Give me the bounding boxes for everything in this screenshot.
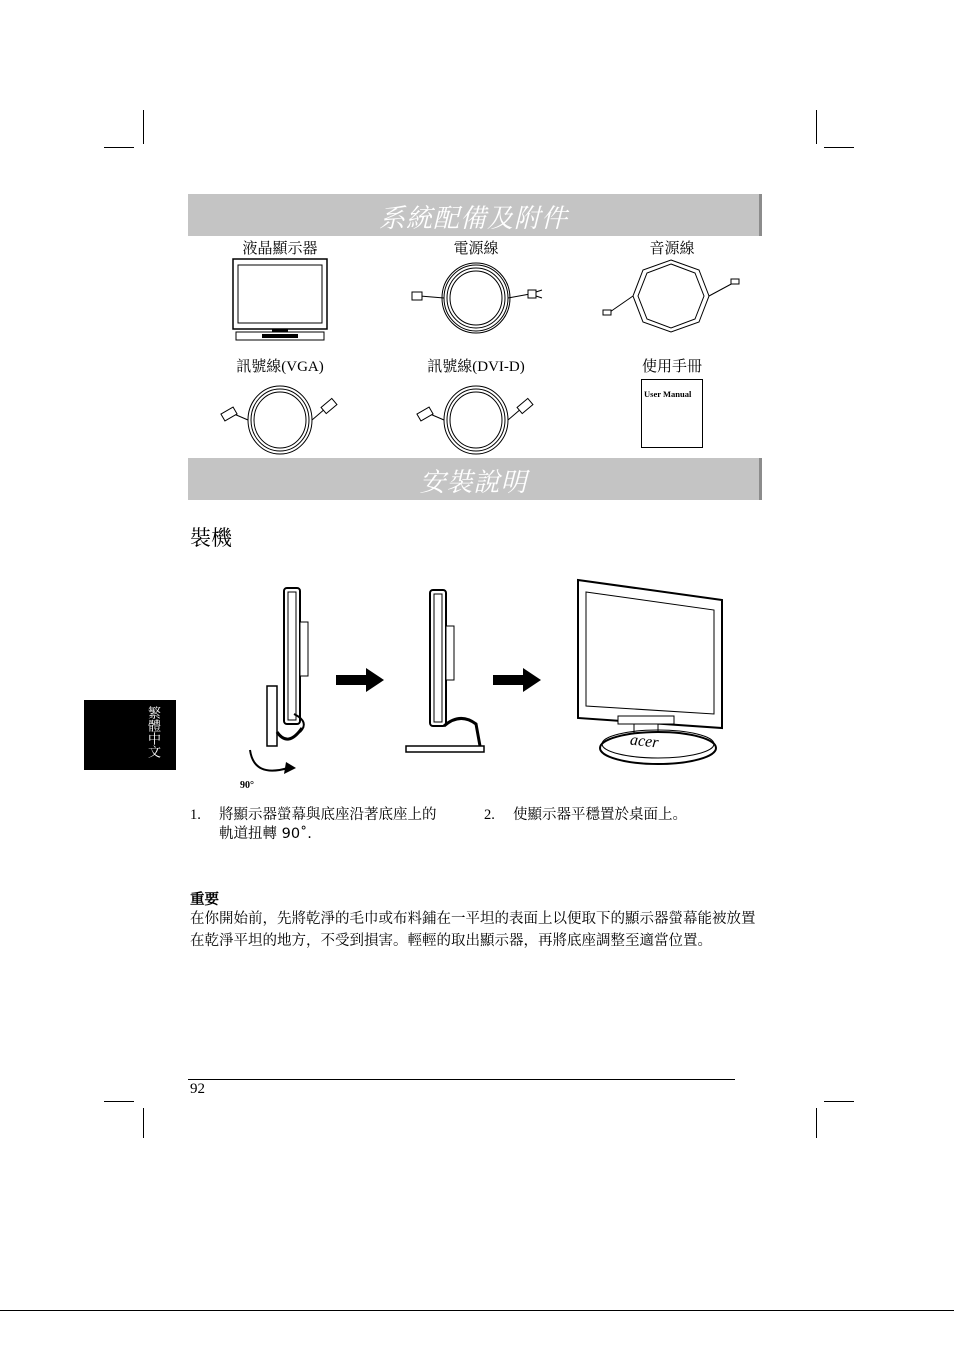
- crop-mark: [143, 110, 144, 144]
- vga-cable-icon: [220, 378, 340, 458]
- crop-mark: [104, 1101, 134, 1102]
- step-1-text-line2: 軌道扭轉 90˚.: [219, 826, 312, 842]
- monitor-brand-logo: acer: [629, 731, 660, 752]
- bottom-divider: [0, 1310, 954, 1311]
- note-body: 在你開始前，先將乾淨的毛巾或布料鋪在一平坦的表面上以便取下的顯示器螢幕能被放置在乾淨平坦的地方，不受到損害。輕輕的取出顯示器，再將底座調整至適當位置。: [190, 911, 756, 949]
- installation-banner: [188, 458, 762, 500]
- rotation-label: 90°: [240, 780, 254, 791]
- step-2: [484, 806, 744, 825]
- step-2-text: 使顯示器平穩置於桌面上。: [513, 807, 687, 823]
- power-cord-icon: [408, 258, 544, 340]
- accessory-label-vga-cable: 訊號線(VGA): [236, 359, 324, 375]
- accessories-title: 系統配備及附件: [378, 204, 568, 234]
- step-1-number: 1.: [190, 807, 201, 823]
- step-1-text: 將顯示器螢幕與底座沿著底座上的: [219, 807, 437, 823]
- accessory-label-lcd: 液晶顯示器: [242, 239, 318, 257]
- language-side-tab: [84, 700, 176, 770]
- accessory-label-audio-cable: 音源線: [649, 239, 695, 257]
- section-title: 裝機: [190, 526, 232, 550]
- lcd-monitor-icon: [232, 258, 330, 344]
- monitor-side-view-upright-icon: [400, 586, 490, 756]
- crop-mark: [824, 147, 854, 148]
- crop-mark: [104, 147, 134, 148]
- note-heading: 重要: [190, 892, 219, 908]
- audio-cable-icon: [603, 256, 739, 338]
- dvi-cable-icon: [416, 378, 536, 458]
- accessory-label-dvi-cable: 訊號線(DVI-D): [427, 359, 525, 375]
- right-arrow-icon: [493, 668, 543, 692]
- crop-mark: [816, 1108, 817, 1138]
- page-number: 92: [190, 1081, 205, 1097]
- side-tab-label: 繁體中文: [145, 706, 160, 758]
- manual-cover-text: User Manual: [644, 389, 692, 399]
- footer-divider: [188, 1079, 735, 1080]
- crop-mark: [824, 1101, 854, 1102]
- monitor-side-view-rotating-icon: [240, 582, 330, 792]
- user-manual-icon: [641, 379, 703, 448]
- installation-title: 安裝說明: [419, 468, 528, 498]
- right-arrow-icon: [336, 668, 386, 692]
- step-1: [190, 806, 480, 844]
- accessory-label-user-manual: 使用手冊: [641, 357, 702, 375]
- crop-mark: [143, 1108, 144, 1138]
- step-2-number: 2.: [484, 807, 495, 823]
- accessory-label-power-cord: 電源線: [453, 239, 499, 257]
- accessories-banner: [188, 194, 762, 236]
- crop-mark: [816, 110, 817, 144]
